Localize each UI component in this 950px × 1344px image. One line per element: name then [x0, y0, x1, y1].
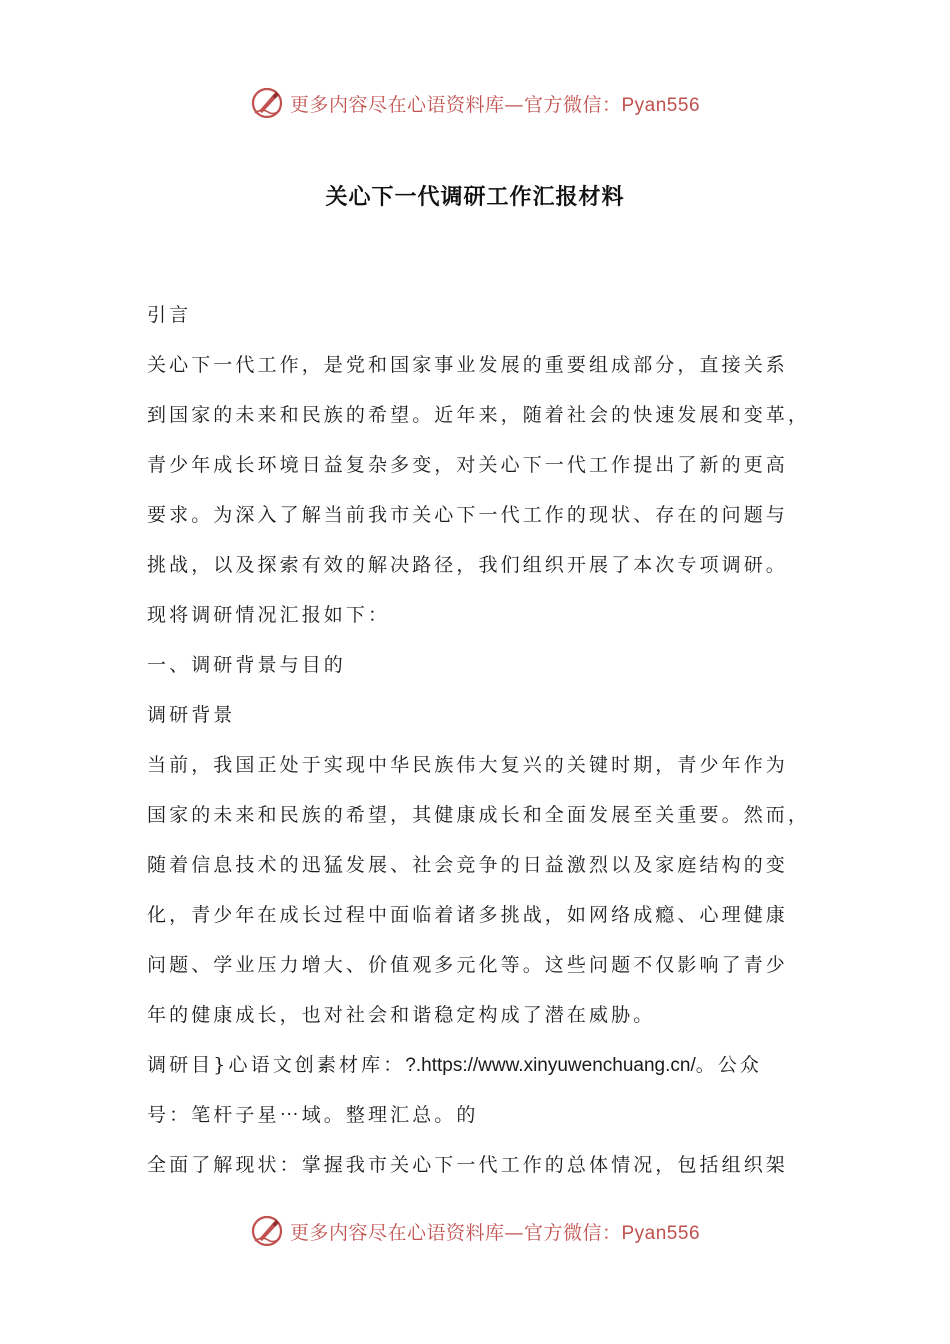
pen-logo-icon [250, 1214, 284, 1248]
banner-text [290, 1218, 700, 1245]
paragraph-line: 到国家的未来和民族的希望。近年来，随着社会的快速发展和变革， [147, 404, 811, 426]
paragraph-line: 全面了解现状：掌握我市关心下一代工作的总体情况，包括组织架 [147, 1154, 788, 1176]
paragraph-line: 化，青少年在成长过程中面临着诸多挑战，如网络成瘾、心理健康 [147, 904, 788, 926]
source-prefix: 调研目}心语文创素材库： [147, 1054, 406, 1076]
section-heading: 一、调研背景与目的 [147, 654, 346, 676]
paragraph-line: 当前，我国正处于实现中华民族伟大复兴的关键时期，青少年作为 [147, 754, 788, 776]
paragraph-line: 问题、学业压力增大、价值观多元化等。这些问题不仅影响了青少 [147, 954, 788, 976]
paragraph-line: 现将调研情况汇报如下： [147, 604, 391, 626]
paragraph-line: 青少年成长环境日益复杂多变，对关心下一代工作提出了新的更高 [147, 454, 788, 476]
paragraph-line: 随着信息技术的迅猛发展、社会竞争的日益激烈以及家庭结构的变 [147, 854, 788, 876]
source-url-link[interactable]: ?.https://www.xinyuwenchuang.cn/ [405, 1055, 696, 1076]
heading-intro: 引言 [147, 304, 192, 326]
paragraph-line: 年的健康成长，也对社会和谐稳定构成了潜在威胁。 [147, 1004, 656, 1026]
paragraph-line: 关心下一代工作，是党和国家事业发展的重要组成部分，直接关系 [147, 354, 788, 376]
pen-logo-icon [250, 86, 284, 120]
paragraph-line: 号：笔杆子星⋯域。整理汇总。的 [147, 1104, 479, 1126]
header-watermark-banner [0, 83, 950, 123]
source-suffix: 。公众 [695, 1054, 763, 1076]
document-title: 关心下一代调研工作汇报材料 [325, 185, 625, 210]
paragraph-line: 挑战，以及探索有效的解决路径，我们组织开展了本次专项调研。 [147, 554, 788, 576]
banner-slogan: 更多内容尽在心语资料库—官方微信： [289, 1221, 622, 1244]
paragraph-line: 要求。为深入了解当前我市关心下一代工作的现状、存在的问题与 [147, 504, 788, 526]
banner-wechat-id: Pyan556 [621, 1222, 701, 1244]
paragraph-line: 国家的未来和民族的希望，其健康成长和全面发展至关重要。然而， [147, 804, 811, 826]
banner-slogan: 更多内容尽在心语资料库—官方微信： [289, 93, 622, 116]
banner-wechat-id: Pyan556 [621, 94, 701, 116]
source-line [147, 1040, 827, 1090]
banner-text [290, 90, 700, 117]
subsection-heading: 调研背景 [147, 704, 236, 726]
document-body [147, 290, 827, 1190]
footer-watermark-banner [0, 1211, 950, 1251]
